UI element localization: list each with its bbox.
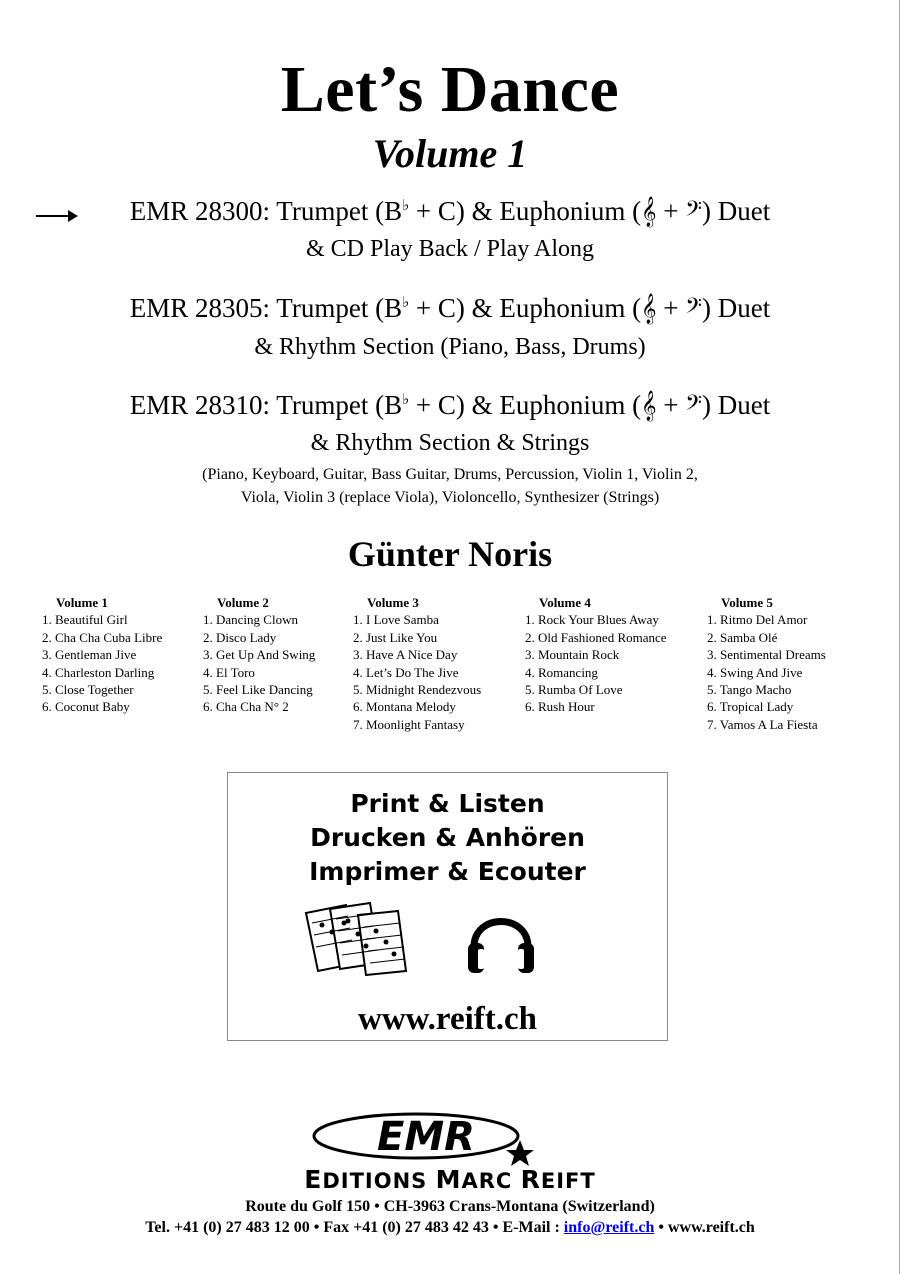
page-title: Let’s Dance bbox=[280, 53, 620, 126]
volume-column-3 bbox=[353, 594, 481, 733]
promo-line-fr: Imprimer & Ecouter bbox=[309, 857, 586, 886]
list-item: 2. Old Fashioned Romance bbox=[525, 629, 667, 645]
publisher-contact: Tel. +41 (0) 27 483 12 00 • Fax +41 (0) 27 483 42 43 • E-Mail : info@reift.ch • www.reift.ch bbox=[145, 1219, 755, 1236]
edition-line-28305: EMR 28305: Trumpet (B♭ + C) & Euphonium (𝄞 + 𝄢) Duet bbox=[129, 293, 771, 324]
edition-code: EMR 28300 bbox=[129, 196, 263, 226]
list-item: 4. Let’s Do The Jive bbox=[353, 664, 459, 680]
list-item: 6. Cha Cha N° 2 bbox=[203, 699, 289, 715]
list-item: 7. Vamos A La Fiesta bbox=[707, 716, 818, 732]
edition-description: & Rhythm Section (Piano, Bass, Drums) bbox=[254, 334, 646, 360]
list-item: 1. Dancing Clown bbox=[203, 612, 298, 628]
volume-heading: Volume 5 bbox=[721, 595, 773, 610]
list-item: 6. Montana Melody bbox=[353, 699, 456, 715]
list-item: 2. Cha Cha Cuba Libre bbox=[42, 629, 163, 645]
list-item: 3. Have A Nice Day bbox=[353, 647, 458, 663]
edition-line-28310: EMR 28310: Trumpet (B♭ + C) & Euphonium (𝄞 + 𝄢) Duet bbox=[129, 390, 771, 421]
list-item: 2. Samba Olé bbox=[707, 629, 778, 645]
list-item: 5. Feel Like Dancing bbox=[203, 682, 313, 698]
publisher-address: Route du Golf 150 • CH-3963 Crans-Montana (Switzerland) bbox=[245, 1198, 655, 1215]
edition-description: & Rhythm Section & Strings bbox=[310, 430, 590, 456]
volume-heading: Volume 1 bbox=[56, 595, 108, 610]
list-item: 5. Midnight Rendezvous bbox=[353, 682, 482, 698]
list-item: 5. Rumba Of Love bbox=[525, 682, 623, 698]
list-item: 4. El Toro bbox=[203, 664, 255, 680]
publisher-name: EDITIONS MARC REIFT bbox=[304, 1165, 596, 1194]
list-item: 1. Beautiful Girl bbox=[42, 612, 128, 628]
list-item: 1. I Love Samba bbox=[353, 612, 439, 628]
treble-clef-icon: 𝄞 bbox=[641, 391, 657, 421]
list-item: 6. Rush Hour bbox=[525, 699, 595, 715]
flat-icon: ♭ bbox=[402, 198, 410, 214]
volume-heading: Volume 4 bbox=[539, 595, 591, 610]
volume-column-4 bbox=[525, 594, 667, 716]
list-item: 3. Get Up And Swing bbox=[203, 647, 316, 663]
volume-heading: Volume 3 bbox=[367, 595, 419, 610]
treble-clef-icon: 𝄞 bbox=[641, 294, 657, 324]
list-item: 5. Close Together bbox=[42, 682, 134, 698]
headphones-icon bbox=[466, 903, 536, 977]
edition-description: & CD Play Back / Play Along bbox=[306, 236, 594, 262]
list-item: 1. Rock Your Blues Away bbox=[525, 612, 659, 628]
volume-column-1 bbox=[42, 594, 162, 716]
promo-line-de: Drucken & Anhören bbox=[310, 823, 585, 852]
bass-clef-icon: 𝄢 bbox=[685, 197, 702, 227]
list-item: 1. Ritmo Del Amor bbox=[707, 612, 808, 628]
promo-line-en: Print & Listen bbox=[350, 789, 545, 818]
volume-column-2 bbox=[203, 594, 315, 716]
email-link[interactable]: info@reift.ch bbox=[563, 1219, 655, 1236]
list-item: 3. Mountain Rock bbox=[525, 647, 620, 663]
edition-code: EMR 28310 bbox=[129, 390, 263, 420]
list-item: 3. Sentimental Dreams bbox=[707, 647, 826, 663]
volume-column-5 bbox=[707, 594, 826, 733]
list-item: 5. Tango Macho bbox=[707, 682, 792, 698]
list-item: 4. Charleston Darling bbox=[42, 664, 155, 680]
bass-clef-icon: 𝄢 bbox=[685, 294, 702, 324]
emr-logo bbox=[308, 1110, 548, 1166]
print-listen-box bbox=[227, 772, 668, 1041]
svg-text:EMR: EMR bbox=[377, 1114, 475, 1160]
list-item: 3. Gentleman Jive bbox=[42, 647, 137, 663]
flat-icon: ♭ bbox=[402, 392, 410, 408]
list-item: 2. Just Like You bbox=[353, 629, 438, 645]
composer-name: Günter Noris bbox=[347, 534, 553, 574]
instrument-list: (Piano, Keyboard, Guitar, Bass Guitar, Drums, Percussion, Violin 1, Violin 2, bbox=[202, 466, 698, 483]
list-item: 2. Disco Lady bbox=[203, 629, 277, 645]
flat-icon: ♭ bbox=[402, 295, 410, 311]
volume-heading: Volume 2 bbox=[217, 595, 269, 610]
promo-url[interactable]: www.reift.ch bbox=[357, 1001, 538, 1037]
treble-clef-icon: 𝄞 bbox=[641, 197, 657, 227]
bass-clef-icon: 𝄢 bbox=[685, 391, 702, 421]
list-item: 7. Moonlight Fantasy bbox=[353, 716, 465, 732]
edition-code: EMR 28305 bbox=[129, 293, 263, 323]
list-item: 6. Tropical Lady bbox=[707, 699, 794, 715]
instrument-list: Viola, Violin 3 (replace Viola), Violoncello, Synthesizer (Strings) bbox=[240, 489, 660, 506]
sheet-music-icon bbox=[300, 901, 412, 981]
list-item: 6. Coconut Baby bbox=[42, 699, 130, 715]
edition-line-28300: EMR 28300: Trumpet (B♭ + C) & Euphonium (𝄞 + 𝄢) Duet bbox=[129, 196, 771, 227]
list-item: 4. Romancing bbox=[525, 664, 598, 680]
list-item: 4. Swing And Jive bbox=[707, 664, 803, 680]
volume-subtitle: Volume 1 bbox=[372, 131, 528, 176]
